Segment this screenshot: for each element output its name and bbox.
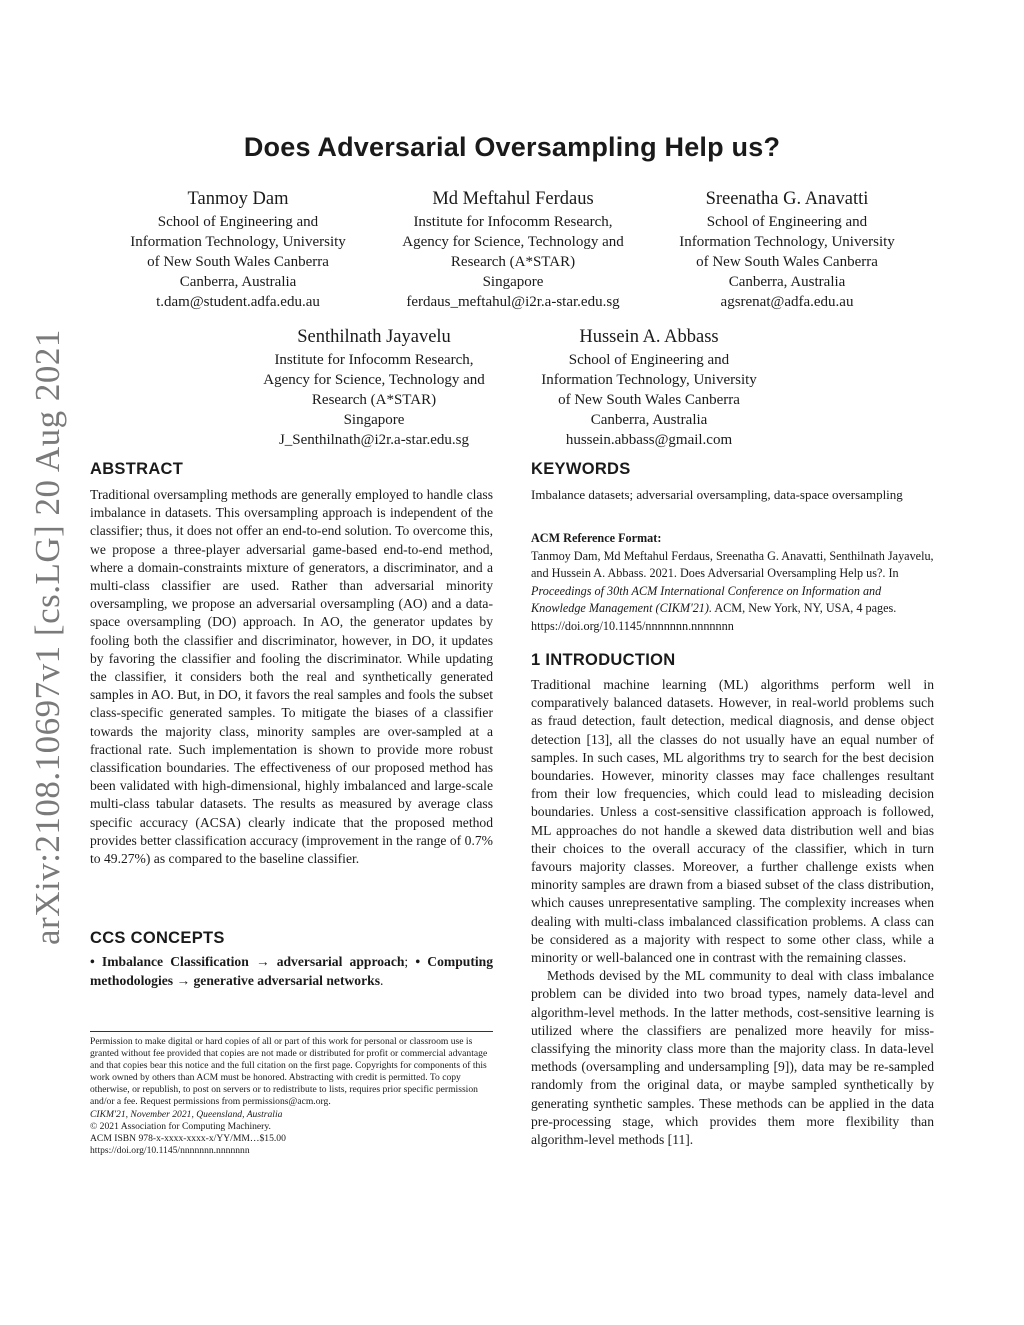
author-affiliation-line: Agency for Science, Technology and: [263, 372, 485, 388]
author-email[interactable]: t.dam@student.adfa.edu.au: [156, 294, 320, 310]
author-affiliation-line: Canberra, Australia: [728, 274, 846, 290]
isbn-line: ACM ISBN 978-x-xxxx-xxxx-x/YY/MM…$15.00: [90, 1132, 286, 1144]
author-name: Hussein A. Abbass: [579, 327, 719, 347]
author-affiliation-line: School of Engineering and: [568, 352, 730, 368]
author-affiliation-line: Information Technology, University: [679, 234, 895, 250]
author-affiliation-line: Agency for Science, Technology and: [402, 234, 624, 250]
citation-tail: ACM, New York, NY, USA, 4 pages.: [712, 601, 897, 615]
reference-doi[interactable]: https://doi.org/10.1145/nnnnnnn.nnnnnnn: [531, 618, 734, 633]
abstract-paragraph: Traditional oversampling methods are generally employed to handle class imbalance in datasets. This oversampling approach is independent of the classifier; thus, it does not offer an end-to-end solution. To overcome this, we propose a three-player adversarial game-based end-to-end method, where a domain-constraints mixture of generators, a discriminator, and a multi-class classifier are used. Rather than adversarial minority oversampling, we propose an adversarial oversampling (AO) and a data-space oversampling (DO) approach. In AO, the generator updates by fooling both the classifier and discriminator, however, in DO, it updates by favoring the classifier and fooling the discriminator. While updating the classifier, it considers both the real and synthetically generated samples in AO. But, in DO, it favors the real samples and fools the subset class-specific generated samples. To mitigate the biases of a classifier towards the majority class, minority samples are over-sampled at a fractional rate. Such implementation is shown to provide more robust classification boundaries. The effectiveness of our proposed method has been validated with high-dimensional, highly imbalanced and large-scale multi-class tabular datasets. The results as measured by average class specific accuracy (ACSA) clearly indicate that the proposed method provides better classification accuracy (improvement in the range of 0.7% to 49.27%) as compared to the baseline classifier.: [90, 487, 493, 867]
author-affiliation-line: of New South Wales Canberra: [696, 254, 878, 270]
author-email[interactable]: agsrenat@adfa.edu.au: [720, 294, 854, 310]
author-name: Md Meftahul Ferdaus: [432, 189, 594, 209]
author-affiliation-line: Singapore: [482, 274, 544, 290]
introduction-text: [531, 676, 934, 1149]
author-affiliation-line: School of Engineering and: [706, 214, 868, 230]
arxiv-identifier[interactable]: arXiv:2108.10697v1 [cs.LG] 20 Aug 2021: [28, 329, 67, 945]
author-name: Senthilnath Jayavelu: [297, 327, 451, 347]
ccs-end: .: [379, 973, 384, 988]
author-affiliation-line: Institute for Infocomm Research,: [413, 214, 613, 230]
abstract-text: [90, 486, 493, 868]
author-affiliation-line: Research (A*STAR): [311, 392, 437, 408]
citation-authors: Tanmoy Dam, Md Meftahul Ferdaus, Sreenatha G. Anavatti, Senthilnath Jayavelu, and Hussein A. Abbass. 2021. Does Adversarial Oversampling Help us?. In: [531, 548, 934, 580]
introduction-paragraph: Traditional machine learning (ML) algorithms perform well in comparatively balanced datasets. However, in real-world problems such as fraud detection, fault detection, medical diagnosis, and dense object detection [13], all the classes do not usually have an equal number of samples. In such cases, ML algorithms try to search for the best decision boundaries. However, minority classes may face challenges resultant from their low frequencies, which could lead to misleading decision boundaries. Unless a cost-sensitive classification approach is followed, ML approaches do not handle a skewed data distribution well and bias their choices to the overall accuracy of the classifier, which in turn favours majority classes. Moreover, a further challenge exists when minority samples are drawn from a biased subset of the class distribution, which causes unrepresentative sampling. The complexity increases when dealing with multi-class imbalanced classification problems. A class can be considered as a majority with respect to some other class, while a minority or well-balanced one in contrast with the remaining classes.: [531, 677, 934, 966]
permission-doi[interactable]: https://doi.org/10.1145/nnnnnnn.nnnnnnn: [90, 1144, 250, 1156]
author-block: [373, 188, 653, 312]
author-affiliation-line: Research (A*STAR): [450, 254, 576, 270]
author-affiliation-line: Information Technology, University: [541, 372, 757, 388]
footnote-divider: [90, 1031, 493, 1032]
arrow-icon: →: [176, 973, 191, 988]
acm-reference-format: [531, 530, 934, 635]
author-email[interactable]: J_Senthilnath@i2r.a-star.edu.sg: [278, 432, 470, 448]
author-affiliation-line: Canberra, Australia: [179, 274, 297, 290]
reference-citation: [531, 548, 934, 618]
permission-notice: [90, 1036, 493, 1157]
ccs-separator: ;: [404, 954, 416, 969]
author-block: [509, 326, 789, 450]
author-email[interactable]: ferdaus_meftahul@i2r.a-star.edu.sg: [406, 294, 620, 310]
introduction-paragraph: Methods devised by the ML community to deal with class imbalance problem can be divided into two broad types, namely data-level and algorithm-level methods. In the latter methods, cost-sensitive learning is utilized where the classifiers are penalized more heavily for miss-classifying the minority class more than the majority class. In data-level methods (oversampling and undersampling [9]), data may be re-sampled randomly from the original data, or maybe sampled synthetically by generating synthetic samples. These methods can be applied in the data pre-processing stage, which provides them more flexibility than algorithm-level methods [11].: [531, 968, 934, 1148]
ccs-concepts: [90, 952, 493, 990]
keywords-heading: KEYWORDS: [531, 460, 631, 478]
author-affiliation-line: School of Engineering and: [157, 214, 319, 230]
author-affiliation-line: Canberra, Australia: [590, 412, 708, 428]
author-affiliation-line: Institute for Infocomm Research,: [274, 352, 474, 368]
paper-title: Does Adversarial Oversampling Help us?: [243, 132, 781, 162]
ccs-concept: adversarial approach: [276, 954, 405, 969]
citation-proceedings: Proceedings of 30th ACM International Conference on Information and Knowledge Management (CIKM'21).: [531, 583, 882, 615]
author-affiliation-line: Information Technology, University: [130, 234, 346, 250]
ccs-category: • Computing methodologies: [90, 954, 493, 988]
author-block: [98, 188, 378, 312]
permission-text: Permission to make digital or hard copies of all or part of this work for personal or classroom use is granted without fee provided that copies are not made or distributed for profit or commercial advantage and that copies bear this notice and the full citation on the first page. Copyrights for components of this work owned by others than ACM must be honored. Abstracting with credit is permitted. To copy otherwise, or republish, to post on servers or to redistribute to lists, requires prior specific permission and/or a fee. Request permissions from permissions@acm.org.: [90, 1036, 488, 1108]
abstract-heading: ABSTRACT: [90, 460, 184, 478]
author-name: Tanmoy Dam: [187, 189, 289, 209]
copyright-line: © 2021 Association for Computing Machinery.: [90, 1120, 271, 1132]
ccs-heading: CCS CONCEPTS: [90, 929, 225, 947]
author-email[interactable]: hussein.abbass@gmail.com: [565, 432, 733, 448]
venue-line: CIKM'21, November 2021, Queensland, Australia: [90, 1108, 283, 1120]
arrow-icon: →: [255, 954, 270, 969]
author-name: Sreenatha G. Anavatti: [705, 189, 869, 209]
ccs-category: • Imbalance Classification: [90, 954, 249, 969]
author-block: [234, 326, 514, 450]
keywords-text: Imbalance datasets; adversarial oversampling, data-space oversampling: [531, 487, 903, 502]
author-affiliation-line: Singapore: [343, 412, 405, 428]
reference-format-heading: ACM Reference Format:: [531, 531, 662, 545]
ccs-concept: generative adversarial networks: [193, 973, 380, 988]
introduction-heading: 1 INTRODUCTION: [531, 651, 676, 669]
author-block: [647, 188, 927, 312]
author-affiliation-line: of New South Wales Canberra: [147, 254, 329, 270]
author-affiliation-line: of New South Wales Canberra: [558, 392, 740, 408]
